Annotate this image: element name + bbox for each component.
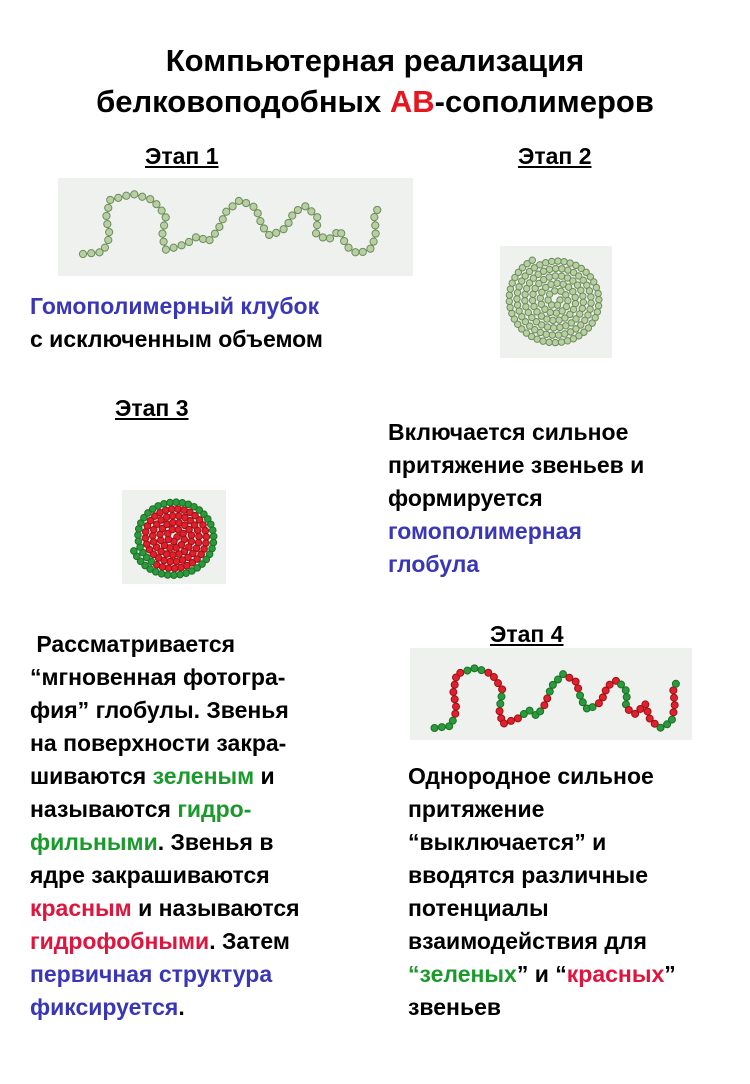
stage-3-word-green: зеленым [152, 763, 255, 789]
monomer-bead [163, 514, 170, 521]
monomer-bead [285, 219, 292, 226]
title-line-2-suffix: -сополимеров [434, 84, 654, 119]
monomer-bead [671, 694, 678, 701]
monomer-bead [338, 230, 345, 237]
monomer-bead [149, 532, 156, 539]
monomer-bead [623, 694, 630, 701]
stage-4-line-2: притяжение [408, 796, 545, 822]
stage-3-description [30, 628, 300, 1024]
monomer-bead [668, 716, 675, 723]
monomer-bead [185, 238, 192, 245]
stage-2-line-3: формируется [388, 485, 543, 511]
monomer-bead [370, 238, 377, 245]
monomer-bead [451, 681, 458, 688]
monomer-bead [549, 258, 555, 264]
stage-1-label: Этап 1 [145, 143, 219, 169]
monomer-bead [103, 212, 110, 219]
monomer-bead [352, 249, 359, 256]
monomer-bead [546, 339, 552, 345]
stage-4-description [408, 760, 676, 1024]
monomer-bead [555, 258, 561, 264]
stage-4-line-1: Однородное сильное [408, 763, 654, 789]
monomer-bead [150, 539, 157, 546]
monomer-bead [173, 558, 180, 565]
monomer-bead [546, 274, 552, 280]
monomer-bead [367, 245, 374, 252]
monomer-bead [289, 212, 296, 219]
monomer-bead [250, 203, 257, 210]
monomer-bead [506, 292, 512, 298]
monomer-bead [135, 538, 142, 545]
monomer-bead [106, 229, 113, 236]
monomer-bead [498, 693, 505, 700]
monomer-bead [162, 214, 169, 221]
monomer-bead [565, 297, 571, 303]
monomer-bead [143, 541, 150, 548]
monomer-bead [451, 696, 458, 703]
stage-2-label: Этап 2 [518, 143, 592, 169]
monomer-bead [507, 286, 513, 292]
stage-4-line-4: вводятся различные [408, 862, 648, 888]
monomer-bead [580, 299, 586, 305]
stage-3-line-9 [30, 892, 300, 925]
monomer-bead [107, 196, 114, 203]
monomer-bead [170, 519, 177, 526]
monomer-bead [507, 304, 513, 310]
monomer-bead [209, 527, 216, 534]
monomer-bead [514, 302, 520, 308]
monomer-bead [464, 667, 471, 674]
monomer-bead [566, 674, 573, 681]
stage-3-line-10 [30, 925, 300, 958]
monomer-bead [509, 310, 515, 316]
monomer-bead [672, 680, 679, 687]
monomer-bead [162, 246, 169, 253]
stage-4-line-5: потенциалы [408, 895, 549, 921]
monomer-bead [549, 332, 555, 338]
stage-4-line-8: звеньев [408, 994, 502, 1020]
monomer-bead [105, 236, 112, 243]
monomer-bead [497, 700, 504, 707]
monomer-bead [558, 273, 564, 279]
monomer-bead [266, 231, 273, 238]
monomer-bead [179, 557, 186, 564]
monomer-bead [522, 297, 528, 303]
monomer-bead [302, 203, 309, 210]
monomer-bead [171, 565, 178, 572]
monomer-bead [595, 303, 601, 309]
stage-3-word-hydro: гидро- [177, 796, 252, 822]
stage-2-globule-image [500, 246, 612, 358]
monomer-bead [506, 298, 512, 304]
monomer-bead [131, 191, 138, 198]
monomer-bead [537, 295, 543, 301]
stage-3-line-7-b: . Звенья в [157, 829, 274, 855]
monomer-bead [579, 699, 586, 706]
monomer-bead [546, 688, 553, 695]
monomer-bead [183, 570, 190, 577]
monomer-bead [192, 234, 199, 241]
title-line-2 [0, 81, 750, 122]
monomer-bead [553, 310, 559, 316]
monomer-bead [139, 193, 146, 200]
monomer-bead [142, 535, 149, 542]
monomer-bead [554, 280, 560, 286]
monomer-bead [280, 226, 287, 233]
monomer-bead [177, 571, 184, 578]
stage-3-word-philic: фильными [30, 829, 158, 855]
stage-3-word-fixed: фиксируется [30, 994, 179, 1020]
monomer-bead [552, 265, 558, 271]
monomer-bead [542, 259, 548, 265]
title-line-1: Компьютерная реализация [165, 43, 585, 78]
monomer-bead [478, 667, 485, 674]
monomer-bead [580, 293, 586, 299]
monomer-bead [541, 702, 548, 709]
monomer-bead [123, 192, 130, 199]
monomer-bead [671, 702, 678, 709]
monomer-bead [586, 288, 592, 294]
monomer-bead [544, 695, 551, 702]
monomer-bead [548, 281, 554, 287]
page-title [0, 40, 750, 122]
monomer-bead [523, 304, 529, 310]
monomer-bead [526, 707, 533, 714]
monomer-bead [575, 685, 582, 692]
monomer-bead [158, 207, 165, 214]
monomer-bead [210, 533, 217, 540]
monomer-bead [572, 294, 578, 300]
stage-4-quote-open-1: “ [408, 961, 420, 987]
monomer-bead [312, 230, 319, 237]
monomer-bead [561, 331, 567, 337]
stage-1-coil-image [58, 178, 413, 276]
monomer-bead [431, 725, 438, 732]
monomer-bead [147, 196, 154, 203]
monomer-bead [538, 301, 544, 307]
stage-4-label: Этап 4 [490, 621, 564, 647]
monomer-bead [79, 250, 86, 257]
stage-4-line-7-mid: ” и “ [516, 961, 567, 987]
monomer-bead [194, 527, 201, 534]
monomer-bead [135, 532, 142, 539]
stage-4-quote-close-2: ” [664, 961, 676, 987]
monomer-bead [202, 527, 209, 534]
stage-3-line-6-a: называются [30, 796, 178, 822]
monomer-bead [170, 244, 177, 251]
stage-3-word-hydrophobic: гидрофобными [30, 928, 210, 954]
stage-3-line-5-a: шиваются [30, 763, 153, 789]
monomer-bead [457, 669, 464, 676]
monomer-bead [449, 717, 456, 724]
monomer-bead [499, 686, 506, 693]
monomer-bead [593, 284, 599, 290]
monomer-bead [173, 545, 180, 552]
monomer-bead [670, 709, 677, 716]
monomer-bead [657, 724, 664, 731]
stage-2-line-2: притяжение звеньев и [388, 452, 645, 478]
monomer-bead [546, 266, 552, 272]
monomer-bead [229, 203, 236, 210]
monomer-bead [550, 317, 556, 323]
monomer-bead [242, 199, 249, 206]
stage-1-panel-bg [58, 178, 413, 276]
monomer-bead [522, 291, 528, 297]
monomer-bead [88, 250, 95, 257]
monomer-bead [555, 332, 561, 338]
monomer-bead [178, 242, 185, 249]
monomer-bead [595, 290, 601, 296]
title-line-2-prefix: белковоподобных [96, 84, 390, 119]
monomer-bead [169, 552, 176, 559]
stage-2-line-4: гомополимерная [388, 518, 582, 544]
monomer-bead [254, 210, 261, 217]
monomer-bead [514, 296, 520, 302]
monomer-bead [273, 229, 280, 236]
monomer-bead [563, 323, 569, 329]
monomer-bead [642, 701, 649, 708]
monomer-bead [164, 572, 171, 579]
monomer-bead [161, 500, 168, 507]
monomer-bead [625, 706, 632, 713]
monomer-bead [206, 237, 213, 244]
stage-3-line-4: на поверхности закра- [30, 730, 287, 756]
monomer-bead [558, 339, 564, 345]
monomer-bead [341, 237, 348, 244]
stage-3-line-12-b: . [178, 994, 185, 1020]
stage-3-line-7 [30, 826, 300, 859]
monomer-bead [552, 288, 558, 294]
stage-3-line-10-b: . Затем [209, 928, 290, 954]
monomer-bead [557, 324, 563, 330]
monomer-bead [219, 216, 226, 223]
stage-3-label: Этап 3 [115, 395, 189, 421]
stage-3-line-8: ядре закрашиваются [30, 862, 270, 888]
stage-2-description [388, 416, 644, 581]
stage-3-line-5 [30, 760, 300, 793]
stage-4-line-7 [408, 958, 676, 991]
monomer-bead [216, 223, 223, 230]
monomer-bead [495, 680, 502, 687]
stage-4-word-green: зеленых [419, 961, 517, 987]
monomer-bead [438, 724, 445, 731]
monomer-bead [572, 678, 579, 685]
monomer-bead [596, 296, 602, 302]
monomer-bead [564, 338, 570, 344]
monomer-bead [101, 244, 108, 251]
stage-2-line-1: Включается сильное [388, 419, 629, 445]
monomer-bead [531, 303, 537, 309]
monomer-bead [450, 689, 457, 696]
monomer-bead [159, 230, 166, 237]
monomer-bead [171, 572, 178, 579]
monomer-bead [550, 325, 556, 331]
monomer-bead [167, 558, 174, 565]
monomer-bead [169, 512, 176, 519]
monomer-bead [319, 234, 326, 241]
monomer-bead [104, 220, 111, 227]
monomer-bead [160, 238, 167, 245]
monomer-bead [314, 214, 321, 221]
monomer-bead [501, 720, 508, 727]
monomer-bead [235, 197, 242, 204]
title-letter-a: А [389, 84, 413, 119]
monomer-bead [173, 499, 180, 506]
monomer-bead [257, 218, 264, 225]
monomer-bead [314, 222, 321, 229]
monomer-bead [223, 208, 230, 215]
monomer-bead [453, 703, 460, 710]
monomer-bead [162, 507, 169, 514]
stage-3-word-red: красным [30, 895, 132, 921]
monomer-bead [359, 248, 366, 255]
monomer-bead [153, 201, 160, 208]
monomer-bead [374, 206, 381, 213]
monomer-bead [175, 506, 182, 513]
monomer-bead [490, 674, 497, 681]
monomer-bead [554, 302, 560, 308]
stage-3-line-6 [30, 793, 300, 826]
stage-3-line-3: фия” глобулы. Звенья [30, 697, 289, 723]
monomer-bead [371, 214, 378, 221]
monomer-bead [160, 222, 167, 229]
stage-3-line-9-b: и называются [131, 895, 300, 921]
stage-4-line-6: взаимодействия для [408, 928, 647, 954]
monomer-bead [178, 564, 185, 571]
monomer-bead [507, 717, 514, 724]
monomer-bead [203, 534, 210, 541]
stage-2-line-5: глобула [388, 551, 480, 577]
monomer-bead [165, 565, 172, 572]
monomer-bead [552, 273, 558, 279]
stage-4-word-red: красных [566, 961, 665, 987]
monomer-bead [588, 300, 594, 306]
monomer-bead [211, 230, 218, 237]
monomer-bead [345, 244, 352, 251]
stage-3-line-5-c: и [254, 763, 275, 789]
monomer-bead [644, 708, 651, 715]
monomer-bead [537, 708, 544, 715]
monomer-bead [577, 692, 584, 699]
monomer-bead [326, 235, 333, 242]
stage-3-line-12 [30, 991, 300, 1024]
monomer-bead [516, 308, 522, 314]
monomer-bead [561, 258, 567, 264]
stage-3-line-2: “мгновенная фотогра- [30, 664, 286, 690]
monomer-bead [294, 206, 301, 213]
monomer-bead [168, 506, 175, 513]
stage-4-chain-image [410, 648, 692, 740]
monomer-bead [552, 339, 558, 345]
monomer-bead [496, 708, 503, 715]
stage-1-line-2: с исключенным объемом [30, 326, 323, 352]
monomer-bead [543, 331, 549, 337]
stage-1-line-1: Гомополимерный клубок [30, 293, 320, 319]
monomer-bead [599, 694, 606, 701]
monomer-bead [105, 204, 112, 211]
monomer-bead [157, 537, 164, 544]
monomer-bead [372, 230, 379, 237]
monomer-bead [529, 297, 535, 303]
monomer-bead [559, 266, 565, 272]
monomer-bead [372, 222, 379, 229]
stage-3-globule-image [122, 490, 226, 584]
monomer-bead [308, 208, 315, 215]
monomer-bead [196, 533, 203, 540]
monomer-bead [556, 317, 562, 323]
stage-1-description [30, 290, 323, 356]
monomer-bead [589, 704, 596, 711]
monomer-bead [210, 539, 217, 546]
stage-3-line-11: первичная структура [30, 961, 273, 987]
monomer-bead [180, 530, 187, 537]
monomer-bead [176, 551, 183, 558]
monomer-bead [670, 687, 677, 694]
stage-3-line-1: Рассматривается [30, 631, 236, 657]
monomer-bead [167, 499, 174, 506]
monomer-bead [452, 710, 459, 717]
monomer-bead [588, 294, 594, 300]
monomer-bead [606, 681, 613, 688]
monomer-bead [622, 687, 629, 694]
monomer-bead [471, 665, 478, 672]
monomer-bead [514, 290, 520, 296]
monomer-bead [115, 194, 122, 201]
title-letter-b: В [412, 84, 435, 119]
monomer-bead [131, 548, 138, 555]
monomer-bead [529, 257, 535, 263]
monomer-bead [199, 235, 206, 242]
stage-4-line-3: “выключается” и [408, 829, 607, 855]
monomer-bead [260, 225, 267, 232]
monomer-bead [188, 532, 195, 539]
